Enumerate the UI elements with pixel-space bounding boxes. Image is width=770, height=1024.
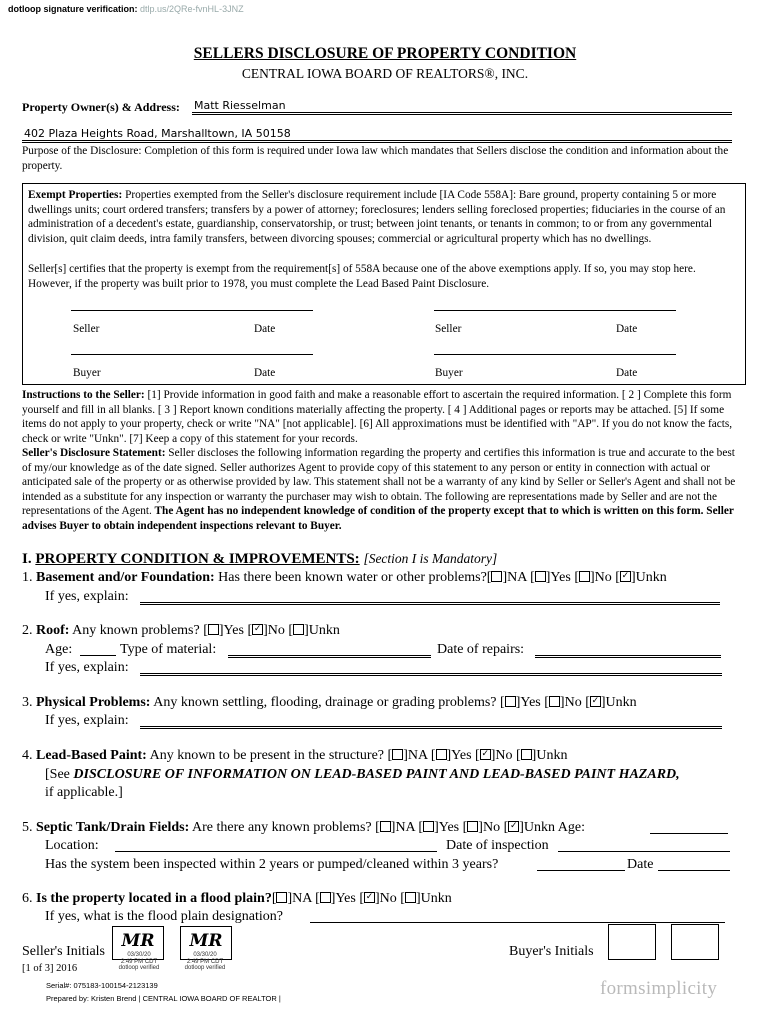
q3-checkbox-yes[interactable] (505, 696, 516, 707)
q2-material-field[interactable] (228, 643, 431, 658)
q1-text: Has there been known water or other problems? (218, 570, 487, 585)
q5-checkbox-unkn[interactable]: ✓ (509, 821, 518, 832)
q3-option-label-no: ]No (559, 695, 586, 710)
section-1-note: [Section I is Mandatory] (363, 551, 498, 566)
owner-name-field[interactable] (192, 96, 732, 115)
q1-option-no: [ ]No (574, 570, 616, 585)
q5-label: Septic Tank/Drain Fields: (36, 820, 190, 835)
q2-option-label-yes: ]Yes (218, 623, 248, 638)
q4-option-na: [ ]NA (387, 748, 431, 763)
q2-checkbox-no[interactable]: ✓ (253, 624, 262, 635)
q3-option-yes: [ ]Yes (500, 695, 545, 710)
q6-options (272, 891, 452, 906)
q3-num: 3. (22, 695, 33, 710)
instructions-block (22, 388, 744, 533)
exempt-seller2-date: Date (616, 323, 638, 335)
statement-text: Seller discloses the following information regarding the property and certifies this information is true and accurate to the best of my/our knowledge as of the date signed. Seller authorizes Agent to provide copy of this statement to any person or entity in connection with actual or anticipated sale of the property or as otherwise provided by law. This statement shall not be a warranty of any kind by Seller or Seller's Agent and shall not be intended as a substitute for any inspection or warranty the purchaser may wish to obtain. The following are representations made by Seller and are not the representations of the Agent. (22, 447, 736, 517)
q2-age-label: Age: (45, 642, 73, 657)
statement-heading: Seller's Disclosure Statement: (22, 447, 166, 459)
q2-option-no: [ ✓ ]No (247, 623, 289, 638)
q6-label: Is the property located in a flood plain? (36, 891, 272, 906)
q5-option-label-no: ]No (478, 820, 504, 835)
q5-septic (22, 819, 585, 836)
q5-num: 5. (22, 820, 33, 835)
q2-age-field[interactable] (80, 643, 116, 656)
serial-number: Serial#: 075183-100154-2123139 (46, 981, 158, 990)
q1-option-label-unkn: ]Unkn (630, 570, 667, 585)
q6-option-yes: [ ]Yes (315, 891, 360, 906)
q5-location-label: Location: (45, 838, 99, 853)
q5-checkbox-no[interactable] (467, 821, 478, 832)
exempt-seller2-sig-line[interactable] (434, 310, 676, 311)
seller-stamp-2 (178, 952, 232, 972)
q5-option-label-unkn: ]Unkn (519, 820, 556, 835)
q4-checkbox-yes[interactable] (436, 749, 447, 760)
exempt-properties-box (22, 183, 746, 385)
q4-option-label-yes: ]Yes (446, 748, 476, 763)
section-1-heading (22, 551, 497, 568)
q6-checkbox-yes[interactable] (320, 892, 331, 903)
q3-physical (22, 694, 637, 711)
q4-option-label-na: ]NA (403, 748, 431, 763)
q2-option-label-no: ]No (263, 623, 289, 638)
q4-see-b: DISCLOSURE OF INFORMATION ON LEAD-BASED PAINT AND LEAD-BASED PAINT HAZARD, (73, 767, 680, 782)
q5-age-label: Age: (557, 820, 585, 835)
exempt-buyer1-sig-line[interactable] (71, 354, 313, 355)
q6-checkbox-na[interactable] (276, 892, 287, 903)
q5-location-field[interactable] (115, 839, 437, 852)
q4-option-label-no: ]No (490, 748, 516, 763)
q1-option-label-na: ]NA (502, 570, 531, 585)
q1-checkbox-no[interactable] (579, 571, 590, 582)
buyer-initial-box-2[interactable] (671, 924, 719, 960)
q2-option-label-unkn: ]Unkn (304, 623, 340, 638)
q5-option-na: [ ]NA (375, 820, 419, 835)
q5-inspected-label: Has the system been inspected within 2 years or pumped/cleaned within 3 years? (45, 857, 499, 872)
seller-initials-label: Seller's Initials (22, 944, 106, 959)
q2-text: Any known problems? (72, 623, 200, 638)
q5-option-no: [ ]No (462, 820, 504, 835)
q2-repairs-field[interactable] (535, 643, 721, 658)
q3-explain-label: If yes, explain: (45, 713, 129, 728)
q4-label: Lead-Based Paint: (36, 748, 147, 763)
dotloop-verification (8, 4, 244, 14)
q2-num: 2. (22, 623, 33, 638)
q3-label: Physical Problems: (36, 695, 151, 710)
q6-checkbox-no[interactable]: ✓ (365, 892, 374, 903)
q3-explain-field[interactable] (140, 714, 722, 729)
q5-checkbox-yes[interactable] (423, 821, 434, 832)
seller-initial-2: MR (189, 931, 223, 951)
q1-explain-label: If yes, explain: (45, 589, 129, 604)
q2-repairs-label: Date of repairs: (437, 642, 525, 657)
q5-option-unkn: [ ✓ ]Unkn (503, 820, 556, 835)
q1-explain-field[interactable] (140, 590, 720, 605)
q6-designation-label: If yes, what is the flood plain designation? (45, 909, 283, 924)
q4-checkbox-na[interactable] (392, 749, 403, 760)
exempt-buyer2-sig-line[interactable] (434, 354, 676, 355)
q4-lead-paint (22, 747, 567, 764)
exempt-certify: Seller[s] certifies that the property is exempt from the requirement[s] of 558A because one of the above exemptions apply. If so, you may stop here. However, if the property was built prior to 1978, you must complete the Lead Based Paint Disclosure. (28, 263, 696, 290)
exempt-buyer1-label: Buyer (73, 367, 101, 379)
statement-bold-text: The Agent has no independent knowledge of condition of the property except that to which is written on this form. Seller advises Buyer to obtain independent inspections relevant to Buyer. (22, 505, 734, 532)
q1-option-unkn: [ ✓ ]Unkn (615, 570, 667, 585)
q4-see-c: if applicable.] (45, 785, 123, 800)
exempt-seller1-label: Seller (73, 323, 100, 335)
q6-option-na: [ ]NA (271, 891, 316, 906)
exempt-seller1-date: Date (254, 323, 276, 335)
stamp-date-1: 03/30/20 (127, 952, 151, 958)
q3-option-unkn: [ ✓ ]Unkn (585, 695, 637, 710)
q4-options (388, 748, 568, 763)
q6-designation-field[interactable] (310, 910, 725, 923)
page-number: [1 of 3] 2016 (22, 963, 78, 974)
q2-checkbox-unkn[interactable] (293, 624, 304, 635)
exempt-heading: Exempt Properties: (28, 189, 123, 201)
q5-inspection-label: Date of inspection (446, 838, 549, 853)
q2-options (203, 623, 340, 638)
formsimplicity-logo: formsimplicity (600, 978, 718, 999)
q1-basement (22, 569, 667, 586)
q2-roof (22, 622, 340, 639)
q1-option-na: [ ]NA (486, 570, 531, 585)
exempt-buyer1-date: Date (254, 367, 276, 379)
q6-option-label-unkn: ]Unkn (415, 891, 452, 906)
q5-inspected-field[interactable] (537, 858, 625, 871)
q2-label: Roof: (36, 623, 70, 638)
q6-num: 6. (22, 891, 33, 906)
q6-option-label-yes: ]Yes (330, 891, 360, 906)
q4-checkbox-unkn[interactable] (521, 749, 532, 760)
q5-option-label-yes: ]Yes (434, 820, 463, 835)
exempt-buyer2-date: Date (616, 367, 638, 379)
buyer-initials-label: Buyer's Initials (509, 944, 594, 959)
prepared-by: Prepared by: Kristen Brend | CENTRAL IOWA BOARD OF REALTOR | (46, 994, 281, 1003)
q6-option-label-na: ]NA (287, 891, 316, 906)
q5-date-label: Date (627, 857, 654, 872)
q1-options (487, 570, 667, 585)
q3-checkbox-unkn[interactable]: ✓ (591, 696, 600, 707)
q2-explain-field[interactable] (140, 661, 722, 676)
q2-option-yes: [ ]Yes (203, 623, 248, 638)
stamp-date-2: 03/30/20 (193, 952, 217, 958)
q3-checkbox-no[interactable] (549, 696, 560, 707)
q1-option-label-no: ]No (589, 570, 616, 585)
exempt-text: Properties exempted from the Seller's disclosure requirement include [IA Code 558A]: Bare ground, property containing 5 or more dwellings units; court ordered transfers; transfers by a power of attorney; foreclosures; lenders selling foreclosed properties; fiduciaries in the course of an administration of a decedent's estate, guardianship, conservatorship, or trust; between joint tenants, or tenants in common; to or from any governmental division, quit claim deeds, intra family transfers, between divorcing spouses; commercial or agricultural property which has no dwellings. (28, 189, 726, 245)
section-1-num: I. (22, 551, 32, 567)
seller-initial-1: MR (121, 931, 155, 951)
owner-label: Property Owner(s) & Address: (22, 100, 180, 114)
seller-stamp-1 (112, 952, 166, 972)
q2-material-label: Type of material: (120, 642, 217, 657)
q5-text: Are there any known problems? (192, 820, 372, 835)
buyer-initial-box-1[interactable] (608, 924, 656, 960)
q4-option-label-unkn: ]Unkn (531, 748, 568, 763)
verification-url[interactable]: dtlp.us/2QRe-fvnHL-3JNZ (140, 4, 244, 14)
stamp-time-2: 2:49 PM CDT (186, 958, 224, 965)
q4-option-yes: [ ]Yes (430, 748, 476, 763)
q1-label: Basement and/or Foundation: (36, 570, 215, 585)
form-subtitle: CENTRAL IOWA BOARD OF REALTORS®, INC. (241, 66, 529, 81)
q6-checkbox-unkn[interactable] (405, 892, 416, 903)
stamp-time-1: 2:49 PM CDT (120, 958, 158, 965)
q4-checkbox-no[interactable]: ✓ (481, 749, 489, 760)
q6-option-no: [ ✓ ]No (359, 891, 401, 906)
q5-checkbox-na[interactable] (380, 821, 391, 832)
exempt-buyer2-label: Buyer (435, 367, 463, 379)
q2-option-unkn: [ ]Unkn (288, 623, 340, 638)
q1-num: 1. (22, 570, 33, 585)
exempt-seller2-label: Seller (435, 323, 462, 335)
q6-option-unkn: [ ]Unkn (400, 891, 452, 906)
instructions-heading: Instructions to the Seller: (22, 389, 145, 401)
exempt-seller1-sig-line[interactable] (71, 310, 313, 311)
q5-option-label-na: ]NA (390, 820, 419, 835)
stamp-verified-2: dotloop verified (184, 965, 226, 971)
q5-options (375, 820, 555, 835)
q4-option-no: [ ✓ ]No (475, 748, 516, 763)
q1-checkbox-yes[interactable] (535, 571, 546, 582)
stamp-verified-1: dotloop verified (118, 965, 160, 971)
q2-checkbox-yes[interactable] (208, 624, 219, 635)
q4-option-unkn: [ ]Unkn (516, 748, 568, 763)
q4-num: 4. (22, 748, 33, 763)
instructions-text: [1] Provide information in good faith and make a reasonable effort to ascertain the required information. [ 2 ] Complete this form yourself and fill in all blanks. [ 3 ] Report known conditions materially affecting the property. [ 4 ] Additional pages or reports may be attached. [5] If some items do not apply to your property, check or write "NA" [not applicable]. [6] All approximations must be identified with "AP". If you do not know the facts, check or write "Unkn". [7] Keep a copy of this statement for your records. (22, 389, 733, 445)
q1-option-yes: [ ]Yes (530, 570, 575, 585)
q5-option-yes: [ ]Yes (418, 820, 463, 835)
form-title: SELLERS DISCLOSURE OF PROPERTY CONDITION (193, 45, 577, 62)
q5-inspection-field[interactable] (558, 839, 730, 852)
owner-address-field[interactable] (22, 124, 732, 143)
verification-label: dotloop signature verification: (8, 4, 138, 14)
exempt-text-block (28, 188, 738, 246)
q3-option-label-yes: ]Yes (515, 695, 545, 710)
q2-explain-label: If yes, explain: (45, 660, 129, 675)
q6-option-label-no: ]No (375, 891, 401, 906)
q3-options (500, 695, 637, 710)
q1-checkbox-unkn[interactable]: ✓ (621, 571, 630, 582)
q1-option-label-yes: ]Yes (545, 570, 575, 585)
q3-option-label-unkn: ]Unkn (600, 695, 637, 710)
q1-checkbox-na[interactable] (491, 571, 502, 582)
section-1-title: PROPERTY CONDITION & IMPROVEMENTS: (35, 551, 360, 567)
q3-option-no: [ ]No (544, 695, 586, 710)
q4-see-note (45, 766, 680, 783)
purpose-text: Purpose of the Disclosure: Completion of this form is required under Iowa law which mandates that Sellers disclose the condition and information about the property. (22, 145, 729, 172)
q3-text: Any known settling, flooding, drainage or grading problems? (153, 695, 497, 710)
q4-text: Any known to be present in the structure? (149, 748, 385, 763)
q5-age-field[interactable] (650, 821, 728, 834)
owner-name: Matt Riesselman (194, 99, 286, 112)
q5-date-field[interactable] (658, 858, 730, 871)
owner-address: 402 Plaza Heights Road, Marshalltown, IA 50158 (24, 127, 291, 140)
q4-see-a: [See (45, 767, 74, 782)
q6-flood-plain (22, 890, 452, 907)
